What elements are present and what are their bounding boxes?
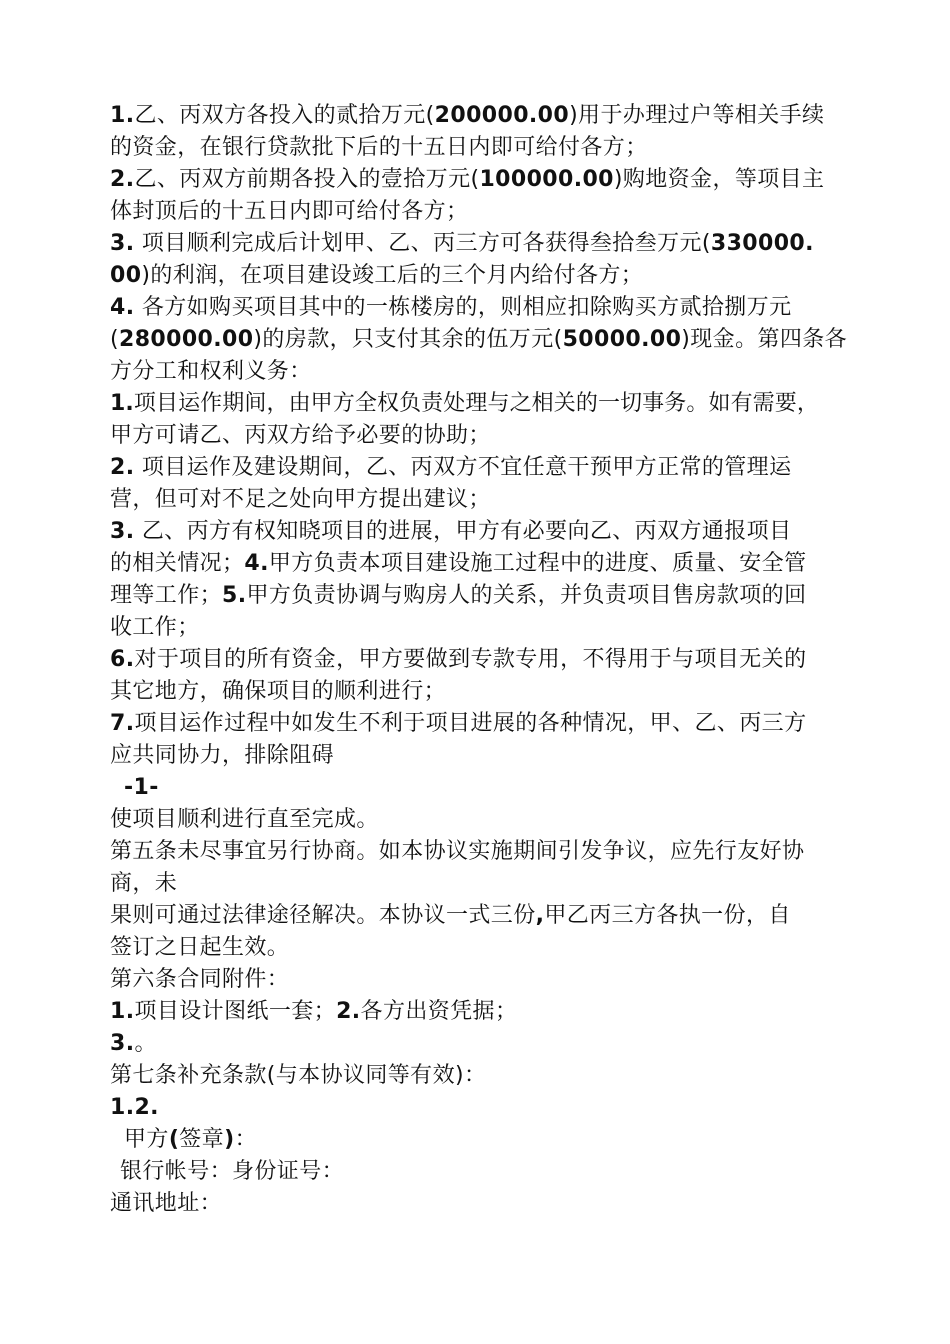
text-run: )的利润，在项目建设竣工后的三个月内给付各方；: [141, 263, 644, 288]
text-run: 的资金，在银行贷款批下后的十五日内即可给付各方；: [110, 135, 648, 160]
document-page: [110, 100, 850, 1220]
text-run: 乙、丙双方前期各投入的壹拾万元(: [134, 167, 480, 192]
text-line: [110, 932, 850, 964]
text-run: 各方如购买项目其中的一栋楼房的，则相应扣除购买方贰拾捌万元: [134, 295, 792, 320]
text-run: 4.: [244, 551, 269, 576]
text-line: [110, 292, 850, 324]
text-run: 200000.00: [434, 103, 570, 128]
text-line: [110, 1092, 850, 1124]
text-run: 6.: [110, 647, 135, 672]
text-run: ,: [535, 903, 545, 928]
text-run: 项目顺利完成后计划甲、乙、丙三方可各获得叁拾叁万元(: [134, 231, 711, 256]
text-run: 体封顶后的十五日内即可给付各方；: [110, 199, 469, 224]
text-run: 100000.00: [479, 167, 614, 192]
text-line: [110, 260, 850, 292]
text-run: 7.: [110, 711, 135, 736]
text-run: 3.: [110, 231, 135, 256]
text-run: 2.: [110, 455, 135, 480]
text-run: 2.: [336, 999, 361, 1024]
text-run: 。: [134, 1031, 157, 1056]
text-run: -1-: [124, 775, 159, 800]
text-run: 00: [110, 263, 142, 288]
text-run: 银行帐号：身份证号：: [120, 1159, 345, 1184]
text-run: 1.2.: [110, 1095, 159, 1120]
text-run: 通讯地址：: [110, 1191, 223, 1216]
text-line: [110, 804, 850, 836]
text-line: [110, 388, 850, 420]
text-line: [110, 100, 850, 132]
text-run: 甲方负责本项目建设施工过程中的进度、质量、安全管: [268, 551, 807, 576]
text-line: [110, 740, 850, 772]
text-line: [110, 708, 850, 740]
text-line: [110, 580, 850, 612]
text-run: 第六条合同附件：: [110, 967, 290, 992]
text-run: 方分工和权利义务：: [110, 359, 312, 384]
text-line: [110, 516, 850, 548]
text-line: [110, 868, 850, 900]
text-run: 项目运作及建设期间，乙、丙双方不宜任意干预甲方正常的管理运: [134, 455, 792, 480]
text-run: 1.: [110, 391, 134, 416]
text-run: 的相关情况；: [110, 551, 245, 576]
text-run: 3.: [110, 519, 135, 544]
text-line: [110, 1188, 850, 1220]
text-run: 280000.00: [118, 327, 254, 352]
text-run: 2.: [110, 167, 135, 192]
text-line: [110, 900, 850, 932]
text-line: [110, 548, 850, 580]
text-run: 4.: [110, 295, 135, 320]
text-line: [110, 644, 850, 676]
text-run: 收工作；: [110, 615, 200, 640]
text-run: 乙、丙方有权知晓项目的进展，甲方有必要向乙、丙双方通报项目: [134, 519, 792, 544]
text-run: (: [168, 1127, 180, 1152]
text-run: 理等工作；: [110, 583, 223, 608]
text-line: [110, 996, 850, 1028]
text-run: 对于项目的所有资金，甲方要做到专款专用，不得用于与项目无关的: [134, 647, 807, 672]
text-run: 甲乙丙三方各执一份，自: [544, 903, 791, 928]
text-run: 项目设计图纸一套；: [134, 999, 337, 1024]
text-line: [110, 836, 850, 868]
text-line: [110, 484, 850, 516]
text-run: 项目运作过程中如发生不利于项目进展的各种情况，甲、乙、丙三方: [134, 711, 807, 736]
text-run: 果则可通过法律途径解决。本协议一式三份: [110, 903, 536, 928]
text-run: 营，但可对不足之处向甲方提出建议；: [110, 487, 491, 512]
text-run: 其它地方，确保项目的顺利进行；: [110, 679, 447, 704]
text-run: 使项目顺利进行直至完成。: [110, 807, 379, 832]
text-run: )用于办理过户等相关手续: [569, 103, 825, 128]
text-line: [110, 228, 850, 260]
text-run: 甲方负责协调与购房人的关系，并负责项目售房款项的回: [246, 583, 807, 608]
text-run: 乙、丙双方各投入的贰拾万元(: [134, 103, 435, 128]
text-run: 应共同协力，排除阻碍: [110, 743, 335, 768]
text-run: 甲方可请乙、丙双方给予必要的协助；: [110, 423, 491, 448]
text-run: 1.: [110, 999, 135, 1024]
text-line: [110, 1028, 850, 1060]
text-line: [110, 612, 850, 644]
page-number: [110, 772, 850, 804]
text-run: 第七条补充条款(与本协议同等有效)：: [110, 1063, 487, 1088]
text-run: 签章: [179, 1127, 225, 1152]
text-line: [110, 324, 850, 356]
text-run: ：: [234, 1127, 257, 1152]
text-run: 商，未: [110, 871, 178, 896]
text-run: 项目运作期间，由甲方全权负责处理与之相关的一切事务。如有需要，: [133, 391, 819, 416]
text-run: 甲方: [124, 1127, 169, 1152]
text-run: 5.: [222, 583, 247, 608]
text-line: [110, 1060, 850, 1092]
text-run: )的房款，只支付其余的伍万元(: [253, 327, 563, 352]
text-line: [110, 964, 850, 996]
text-run: 50000.00: [562, 327, 682, 352]
text-run: 330000.: [710, 231, 814, 256]
text-run: 3.: [110, 1031, 135, 1056]
text-run: 1.: [110, 103, 135, 128]
text-line: [110, 452, 850, 484]
text-line: [110, 676, 850, 708]
text-line: [110, 420, 850, 452]
text-run: )购地资金，等项目主: [613, 167, 825, 192]
text-line: [110, 132, 850, 164]
text-line: [110, 196, 850, 228]
text-run: 签订之日起生效。: [110, 935, 290, 960]
text-line: [110, 164, 850, 196]
text-run: 第五条未尽事宜另行协商。如本协议实施期间引发争议，应先行友好协: [110, 839, 805, 864]
text-run: )现金。第四条各: [681, 327, 848, 352]
text-line: [110, 1124, 850, 1156]
text-line: [110, 356, 850, 388]
text-run: (: [110, 327, 119, 352]
text-line: [110, 1156, 850, 1188]
text-run: ): [224, 1127, 235, 1152]
text-run: 各方出资凭据；: [360, 999, 518, 1024]
